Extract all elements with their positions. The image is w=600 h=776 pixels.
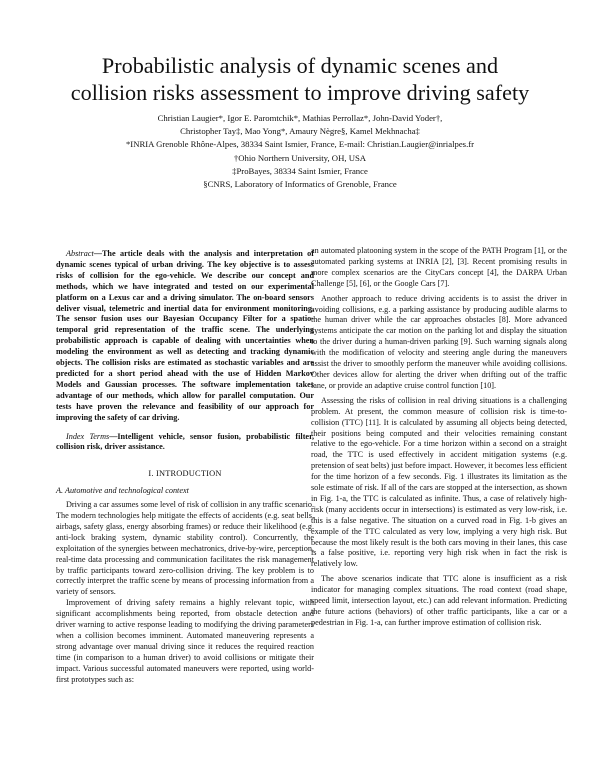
title-line-2: collision risks assessment to improve driving safety	[70, 80, 530, 105]
right-column	[311, 246, 567, 629]
index-terms	[56, 432, 314, 454]
abstract-body: —The article deals with the analysis and interpretation of dynamic scenes typical of urban driving. The key objective is to assess risks of collision for the ego-vehicle. We describe our concept and methods, which we have integrated and tested on our experimental platform on a Lexus car and a driving simulator. The on-board sensors deliver visual, telemetric and inertial data for environment monitoring. The sensor fusion uses our Bayesian Occupancy Filter for a spatio-temporal grid representation of the traffic scene. The underlying probabilistic approach is capable of dealing with uncertainties when modeling the environment as well as detecting and tracking dynamic objects. The collision risks are estimated as stochastic variables and are predicted for a short period ahead with the use of Hidden Markov Models and Gaussian processes. The software implementation takes advantage of our methods, which allow for parallel computation. Our tests have proven the relevance and feasibility of our approach for improving the safety of car driving.	[56, 249, 314, 422]
affiliation-1: *INRIA Grenoble Rhône-Alpes, 38334 Saint Ismier, France, E-mail: Christian.Laugier@inrialpes.fr	[125, 139, 475, 150]
right-paragraph-4: The above scenarios indicate that TTC alone is insufficient as a risk indicator for managing complex situations. The road context (road shape, speed limit, intersection layout, etc.) can add relevant information. Predicting the future actions (behaviors) of other traffic participants, like a car or a pedestrian in Fig. 1-a, can further improve estimation of collision risk.	[311, 574, 567, 627]
right-paragraph-1: an automated platooning system in the scope of the PATH Program [1], or the automated parking systems at INRIA [2], [3]. Recent promising results in more complex scenarios are the CityCars concept [4], the DARPA Urban Challenge [5], [6], or the Google Cars [7].	[311, 246, 567, 288]
section-heading-introduction: I. INTRODUCTION	[148, 469, 222, 479]
author-block	[40, 112, 560, 191]
index-terms-lead: Index Terms	[66, 431, 110, 441]
index-terms-body: —Intelligent vehicle, sensor fusion, probabilistic filter, collision risk, driver assistance.	[56, 431, 314, 452]
abstract-lead: Abstract	[66, 249, 94, 258]
paper-title	[30, 52, 570, 106]
abstract	[56, 249, 314, 424]
right-paragraph-3: Assessing the risks of collision in real driving situations is a challenging problem. At present, the common measure of collision risk is time-to-collision (TTC) [11]. It is calculated by assuming all objects being detected, their positions being computed and their velocities remaining constant relative to the ego-vehicle. For a time horizon within a second on a straight road, the TTC is used effectively in accident mitigation systems (e.g. pretension of seat belts) just before impact. However, it becomes less efficient for the time horizon of a few seconds. Fig. 1 illustrates its limitation as the sole estimate of risk. If all of the cars are stopped at the intersection, as shown in Fig. 1-a, the TTC is calculated as infinite. Thus, a case of relatively high-risk (many accidents occur in intersections) is estimated as very low-risk, i.e. this is a false negative. The situation on a curved road in Fig. 1-b gives an example of the TTC calculated as very low, implying a very high risk. But because the most likely result is the both cars moving in their lanes, this case is a false positive, i.e. reporting very high risk when in fact the risk is relatively low.	[311, 395, 567, 569]
title-line-1: Probabilistic analysis of dynamic scenes and	[101, 53, 499, 78]
intro-paragraph-1: Driving a car assumes some level of risk of collision in any traffic scenario. The modern technologies help mitigate the effects of accidents (e.g. seat bells, airbags, safety glass, energy absorbing frames) or reduce their likelihood (e.g. anti-lock braking system, dynamic stability control). Concurrently, the exploitation of the synergies between mechatronics, drive-by-wire, perception, real-time data processing and communication facilitates the risk management by traffic participants toward zero-collision driving. The key problem is to correctly interpret the traffic scene by means of processing information from a variety of sensors.	[56, 500, 314, 597]
right-paragraph-2: Another approach to reduce driving accidents is to assist the driver in avoiding collisions, e.g. a parking assistance by producing audible alarms to the human driver while the car approaches obstacles [8]. More advanced systems anticipate the car motion on the parking lot and display the situation to the driver during a human-driven parking [9]. Such warning signals along with the modification of velocity and steering angle during the maneuvers assist the driver to smoothly perform the maneuver while avoiding collisions. Other devices allow for alerting the driver when drifting out of the traffic lane, or provide an adaptive cruise control function [10].	[311, 293, 567, 390]
intro-paragraph-2: Improvement of driving safety remains a highly relevant topic, with significant accomplishments being reported, from obstacle detection and driver warning to active response leading to modifying the driving parameters when a collision becomes imminent. Automated maneuvering represents a strong advantage over manual driving since it reduces the required reaction time (in comparison to a human driver) to avoid collisions or mitigate their impact. Various successful automated maneuvers were reported, using world-first prototypes such as:	[56, 598, 314, 684]
affiliation-4: §CNRS, Laboratory of Informatics of Grenoble, France	[203, 179, 397, 190]
authors-line-1: Christian Laugier*, Igor E. Paromtchik*, Mathias Perrollaz*, John-David Yoder†,	[157, 113, 443, 123]
left-column	[56, 249, 314, 686]
authors-line-2: Christopher Tay‡, Mao Yong*, Amaury Nègre§, Kamel Mekhnacha‡	[180, 126, 420, 137]
affiliation-3: ‡ProBayes, 38334 Saint Ismier, France	[232, 165, 368, 176]
affiliation-2: †Ohio Northern University, OH, USA	[233, 152, 367, 163]
subsection-heading: A. Automotive and technological context	[56, 486, 189, 496]
